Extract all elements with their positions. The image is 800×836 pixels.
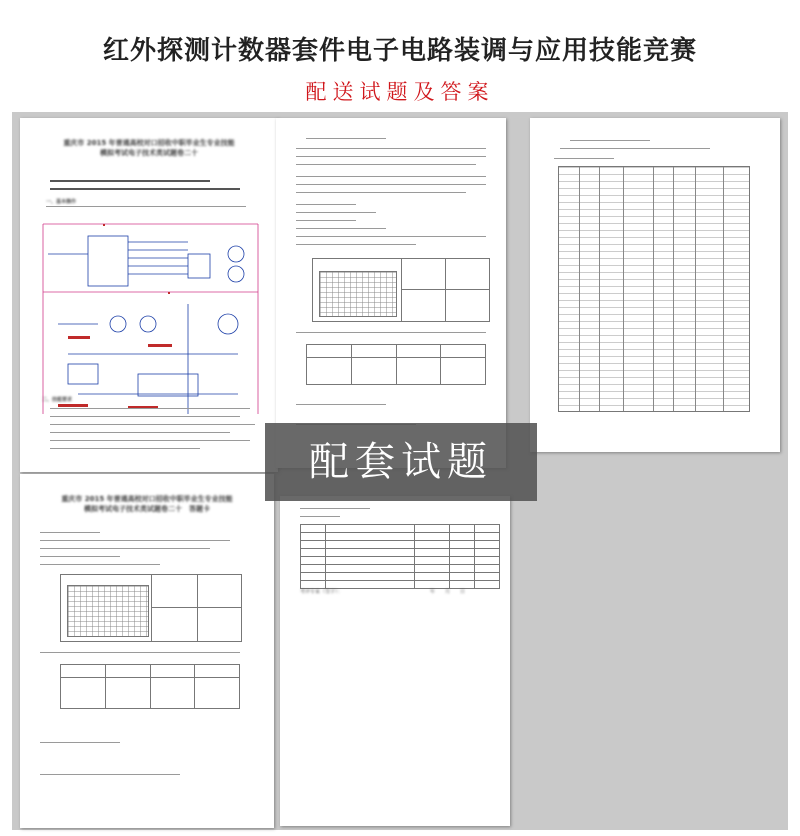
- exam-page-3: [530, 118, 780, 452]
- exam-page-5-scoring: [280, 496, 510, 826]
- exam-page-4-answer-sheet: [20, 474, 274, 828]
- overlay-label: 配套试题: [265, 423, 537, 501]
- scoring-table: [300, 524, 500, 589]
- oscilloscope-table: [312, 258, 490, 322]
- page-subtitle: 配送试题及答案: [305, 80, 495, 104]
- answer-oscilloscope-table: [60, 574, 242, 642]
- heading-line-2: 模拟考试电子技术类试题卷二十 答题卡: [84, 505, 210, 513]
- exam-page-1: [20, 118, 278, 472]
- component-list-table: [558, 166, 750, 412]
- circuit-diagram: [38, 214, 266, 424]
- measurement-table: [306, 344, 486, 385]
- section-2-label: 二、技能要求: [42, 397, 73, 403]
- date-label: 年 月 日: [430, 589, 466, 595]
- section-1-label: 一、基本操作: [46, 199, 77, 205]
- exam-page-4-heading: [20, 474, 274, 516]
- heading-line-2: 模拟考试电子技术类试题卷二十: [100, 149, 198, 157]
- heading-line-1: 重庆市 2015 年普通高校对口招收中职毕业生专业技能: [61, 495, 233, 503]
- exam-page-1-heading: [20, 118, 278, 160]
- heading-line-1: 重庆市 2015 年普通高校对口招收中职毕业生专业技能: [63, 139, 235, 147]
- answer-measurement-table: [60, 664, 240, 709]
- signature-label: 考评专家（签字）：: [300, 589, 343, 595]
- page-title: 红外探测计数器套件电子电路装调与应用技能竞赛: [102, 36, 697, 66]
- exam-page-2: [276, 118, 506, 468]
